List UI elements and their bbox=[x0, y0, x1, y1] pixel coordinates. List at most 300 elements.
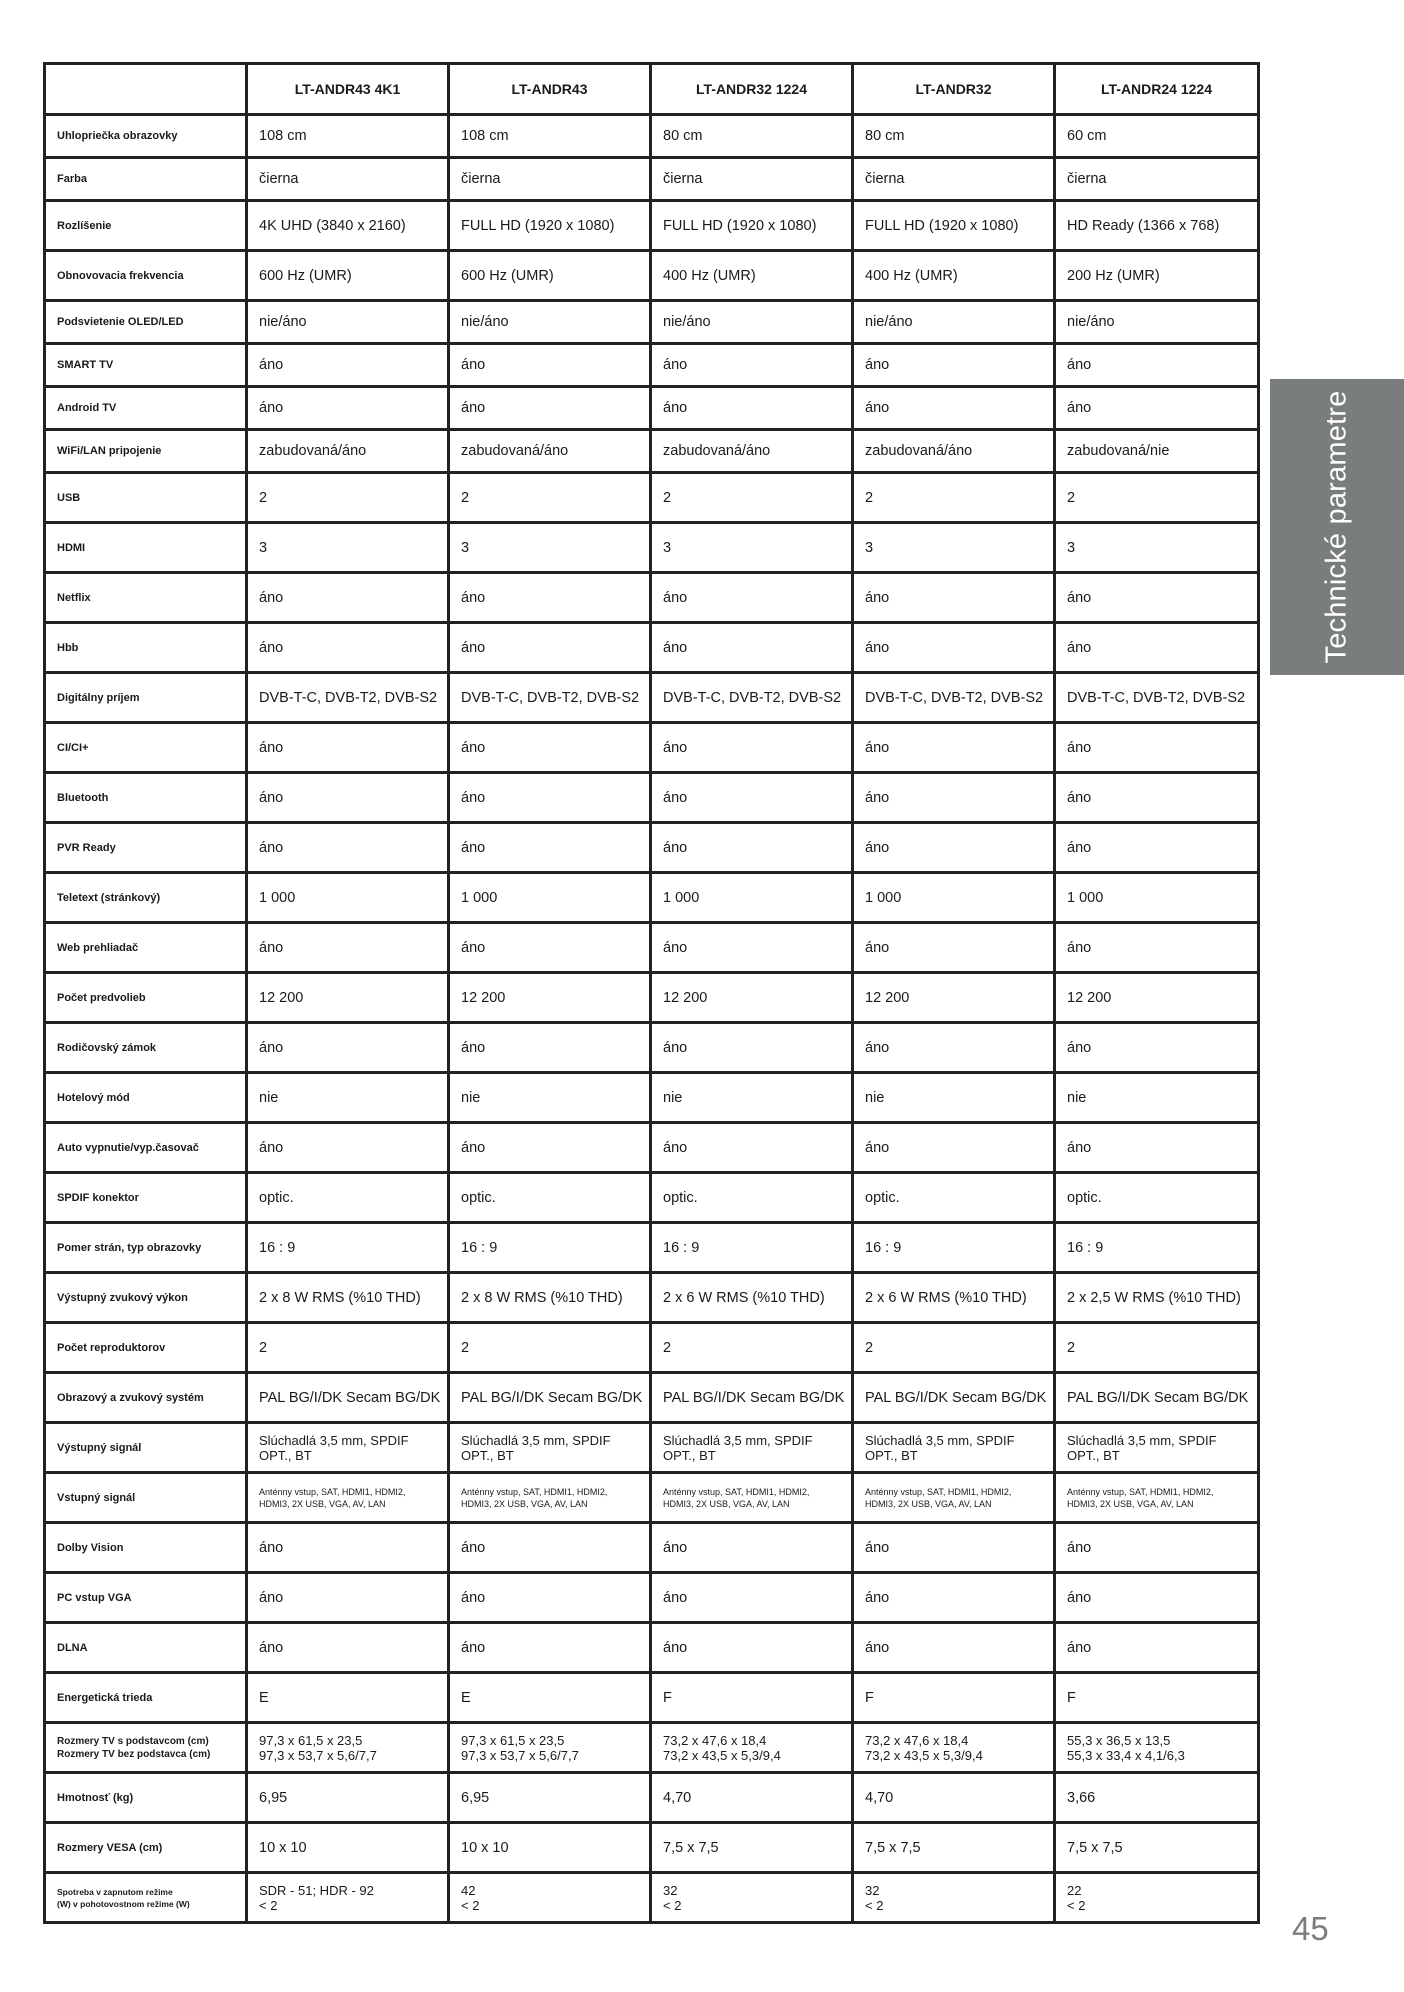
value-cell bbox=[853, 923, 1055, 973]
row-label bbox=[45, 115, 247, 158]
header-cell-model: LT-ANDR43 4K1 bbox=[247, 64, 449, 115]
row-label-line: Auto vypnutie/vyp.časovač bbox=[57, 1141, 199, 1154]
value-cell bbox=[651, 301, 853, 344]
value-cell bbox=[651, 473, 853, 523]
value-line: áno bbox=[461, 1139, 486, 1156]
value-line: DVB-T-C, DVB-T2, DVB-S2 bbox=[663, 689, 842, 706]
value-cell bbox=[1055, 1673, 1259, 1723]
value-cell bbox=[651, 723, 853, 773]
value-cell bbox=[651, 1723, 853, 1773]
value-line: áno bbox=[259, 1539, 284, 1556]
value-line: 16 : 9 bbox=[663, 1239, 700, 1256]
value-cell bbox=[1055, 523, 1259, 573]
value-line: 2 bbox=[865, 1339, 874, 1356]
row-label bbox=[45, 430, 247, 473]
value-line: nie/áno bbox=[259, 314, 307, 330]
value-cell bbox=[651, 1123, 853, 1173]
value-cell bbox=[853, 1473, 1055, 1523]
value-line: áno bbox=[663, 789, 688, 806]
value-line: áno bbox=[259, 1139, 284, 1156]
value-cell bbox=[1055, 573, 1259, 623]
value-cell bbox=[651, 1373, 853, 1423]
value-cell bbox=[651, 1573, 853, 1623]
row-label-line: PVR Ready bbox=[57, 841, 116, 854]
value-cell bbox=[651, 1223, 853, 1273]
row-label-line: Obrazový a zvukový systém bbox=[57, 1391, 204, 1404]
value-line: optic. bbox=[1067, 1189, 1102, 1206]
value-cell bbox=[1055, 387, 1259, 430]
value-cell bbox=[1055, 623, 1259, 673]
value-cell bbox=[247, 1823, 449, 1873]
row-label-line: Počet predvolieb bbox=[57, 991, 146, 1004]
value-cell bbox=[449, 773, 651, 823]
value-line: 12 200 bbox=[865, 989, 910, 1006]
value-cell bbox=[853, 1123, 1055, 1173]
value-cell bbox=[247, 158, 449, 201]
value-line: 3 bbox=[865, 539, 874, 556]
value-cell bbox=[247, 387, 449, 430]
value-cell bbox=[449, 301, 651, 344]
row-label bbox=[45, 1773, 247, 1823]
value-cell bbox=[247, 873, 449, 923]
row-label-line: SMART TV bbox=[57, 359, 114, 371]
value-cell bbox=[1055, 723, 1259, 773]
value-line: nie bbox=[865, 1089, 885, 1106]
header-row bbox=[45, 64, 1259, 115]
value-cell bbox=[651, 1523, 853, 1573]
value-cell bbox=[247, 1273, 449, 1323]
value-line: 4K UHD (3840 x 2160) bbox=[259, 217, 406, 234]
table-row bbox=[45, 1623, 1259, 1673]
value-line: zabudovaná/áno bbox=[461, 443, 569, 459]
value-line: 6,95 bbox=[461, 1789, 490, 1806]
value-line: 80 cm bbox=[663, 128, 703, 144]
value-cell bbox=[1055, 1723, 1259, 1773]
value-line: áno bbox=[663, 1639, 688, 1656]
value-line: 2 bbox=[1067, 489, 1076, 506]
value-cell bbox=[247, 1123, 449, 1173]
value-line: áno bbox=[865, 1139, 890, 1156]
value-line: 2 bbox=[1067, 1339, 1076, 1356]
row-label-line: Rodičovský zámok bbox=[57, 1041, 157, 1054]
value-line: < 2 bbox=[259, 1897, 278, 1913]
value-cell bbox=[853, 523, 1055, 573]
value-cell bbox=[651, 823, 853, 873]
row-label-line: Počet reproduktorov bbox=[57, 1341, 166, 1354]
value-line: áno bbox=[1067, 1639, 1092, 1656]
row-label-line: Energetická trieda bbox=[57, 1691, 153, 1704]
value-line: 2 x 8 W RMS (%10 THD) bbox=[259, 1289, 421, 1306]
value-line: 2 bbox=[461, 489, 470, 506]
value-cell bbox=[247, 1523, 449, 1573]
table-row bbox=[45, 1523, 1259, 1573]
row-label-line: Web prehliadač bbox=[57, 941, 139, 954]
header-cell-model: LT-ANDR32 1224 bbox=[651, 64, 853, 115]
row-label-line: Netflix bbox=[57, 591, 91, 604]
table-row bbox=[45, 723, 1259, 773]
row-label-line: Výstupný zvukový výkon bbox=[57, 1291, 188, 1304]
row-label-line: Teletext (stránkový) bbox=[57, 891, 161, 904]
side-tab-label: Technické parametre bbox=[1320, 390, 1353, 664]
value-cell bbox=[247, 430, 449, 473]
value-cell bbox=[853, 1723, 1055, 1773]
value-line: áno bbox=[663, 589, 688, 606]
value-cell bbox=[1055, 1373, 1259, 1423]
value-line: E bbox=[259, 1689, 269, 1706]
value-line: áno bbox=[865, 639, 890, 656]
value-line: 3 bbox=[461, 539, 470, 556]
row-label bbox=[45, 201, 247, 251]
value-line: áno bbox=[259, 589, 284, 606]
value-line: 600 Hz (UMR) bbox=[259, 267, 352, 284]
row-label-line: Hbb bbox=[57, 641, 79, 654]
value-cell bbox=[449, 973, 651, 1023]
value-line: nie bbox=[663, 1089, 683, 1106]
value-cell bbox=[853, 1523, 1055, 1573]
value-cell bbox=[853, 1023, 1055, 1073]
value-cell bbox=[449, 1473, 651, 1523]
value-cell bbox=[247, 301, 449, 344]
value-line: FULL HD (1920 x 1080) bbox=[461, 217, 615, 234]
value-line: áno bbox=[865, 400, 890, 416]
value-line: < 2 bbox=[865, 1897, 884, 1913]
table-row bbox=[45, 773, 1259, 823]
value-line: 10 x 10 bbox=[259, 1839, 307, 1856]
value-line: 12 200 bbox=[663, 989, 708, 1006]
value-line: áno bbox=[865, 1539, 890, 1556]
value-line: áno bbox=[663, 939, 688, 956]
value-line: HDMI3, 2X USB, VGA, AV, LAN bbox=[663, 1498, 790, 1509]
value-line: E bbox=[461, 1689, 471, 1706]
value-cell bbox=[449, 1773, 651, 1823]
value-line: PAL BG/I/DK Secam BG/DK bbox=[461, 1389, 643, 1406]
value-line: áno bbox=[663, 400, 688, 416]
value-cell bbox=[853, 251, 1055, 301]
row-label-line: Android TV bbox=[57, 402, 117, 414]
value-cell bbox=[853, 115, 1055, 158]
value-line: áno bbox=[259, 839, 284, 856]
value-cell bbox=[247, 1673, 449, 1723]
value-cell bbox=[853, 723, 1055, 773]
value-cell bbox=[853, 430, 1055, 473]
value-cell bbox=[853, 823, 1055, 873]
value-cell bbox=[449, 1073, 651, 1123]
value-line: áno bbox=[461, 739, 486, 756]
value-line: áno bbox=[461, 639, 486, 656]
header-cell-model: LT-ANDR43 bbox=[449, 64, 651, 115]
value-line: 3 bbox=[1067, 539, 1076, 556]
value-line: Anténny vstup, SAT, HDMI1, HDMI2, bbox=[259, 1486, 406, 1497]
value-cell bbox=[247, 723, 449, 773]
value-line: 16 : 9 bbox=[1067, 1239, 1104, 1256]
value-cell bbox=[1055, 1273, 1259, 1323]
value-line: optic. bbox=[663, 1189, 698, 1206]
value-cell bbox=[1055, 1523, 1259, 1573]
row-label-line: Bluetooth bbox=[57, 791, 109, 804]
value-cell bbox=[853, 1573, 1055, 1623]
value-cell bbox=[247, 115, 449, 158]
value-line: 2 bbox=[461, 1339, 470, 1356]
value-line: 55,3 x 33,4 x 4,1/6,3 bbox=[1067, 1747, 1185, 1763]
value-line: 2 bbox=[663, 1339, 672, 1356]
row-label-line: Uhlopriečka obrazovky bbox=[57, 130, 178, 142]
value-line: áno bbox=[1067, 639, 1092, 656]
value-line: 2 bbox=[259, 489, 268, 506]
value-line: < 2 bbox=[1067, 1897, 1086, 1913]
table-row bbox=[45, 1473, 1259, 1523]
value-cell bbox=[247, 473, 449, 523]
value-line: áno bbox=[663, 1589, 688, 1606]
value-line: nie/áno bbox=[663, 314, 711, 330]
value-cell bbox=[247, 1573, 449, 1623]
value-cell bbox=[1055, 873, 1259, 923]
table-row bbox=[45, 873, 1259, 923]
value-cell bbox=[1055, 973, 1259, 1023]
value-line: nie/áno bbox=[1067, 314, 1115, 330]
value-line: áno bbox=[1067, 1539, 1092, 1556]
value-line: áno bbox=[1067, 1139, 1092, 1156]
row-label bbox=[45, 873, 247, 923]
value-line: optic. bbox=[865, 1189, 900, 1206]
value-line: 1 000 bbox=[1067, 889, 1104, 906]
value-cell bbox=[651, 1073, 853, 1123]
value-line: 60 cm bbox=[1067, 128, 1107, 144]
table-row bbox=[45, 1723, 1259, 1773]
row-label bbox=[45, 1273, 247, 1323]
table-row bbox=[45, 1023, 1259, 1073]
row-label bbox=[45, 723, 247, 773]
table-row bbox=[45, 158, 1259, 201]
value-line: 16 : 9 bbox=[461, 1239, 498, 1256]
value-line: áno bbox=[865, 1039, 890, 1056]
value-cell bbox=[449, 1673, 651, 1723]
row-label bbox=[45, 1323, 247, 1373]
value-line: OPT., BT bbox=[259, 1447, 312, 1463]
value-cell bbox=[247, 1623, 449, 1673]
value-line: 12 200 bbox=[461, 989, 506, 1006]
value-line: áno bbox=[865, 1639, 890, 1656]
value-line: áno bbox=[461, 357, 486, 373]
value-cell bbox=[1055, 1073, 1259, 1123]
value-cell bbox=[651, 523, 853, 573]
value-line: 1 000 bbox=[865, 889, 902, 906]
value-cell bbox=[449, 1523, 651, 1573]
value-cell bbox=[853, 344, 1055, 387]
value-cell bbox=[449, 158, 651, 201]
value-line: áno bbox=[1067, 1589, 1092, 1606]
value-cell bbox=[449, 1223, 651, 1273]
value-cell bbox=[449, 1873, 651, 1923]
value-line: PAL BG/I/DK Secam BG/DK bbox=[259, 1389, 441, 1406]
value-cell bbox=[247, 1023, 449, 1073]
value-line: 600 Hz (UMR) bbox=[461, 267, 554, 284]
table-row bbox=[45, 344, 1259, 387]
row-label-line: Rozmery VESA (cm) bbox=[57, 1841, 163, 1854]
value-line: optic. bbox=[461, 1189, 496, 1206]
value-cell bbox=[1055, 201, 1259, 251]
value-cell bbox=[247, 673, 449, 723]
value-cell bbox=[1055, 1173, 1259, 1223]
table-row bbox=[45, 1573, 1259, 1623]
page-number: 45 bbox=[1292, 1910, 1329, 1947]
value-line: 97,3 x 61,5 x 23,5 bbox=[259, 1732, 363, 1748]
value-line: áno bbox=[663, 1039, 688, 1056]
value-line: 55,3 x 36,5 x 13,5 bbox=[1067, 1732, 1171, 1748]
value-line: 6,95 bbox=[259, 1789, 288, 1806]
value-cell bbox=[247, 623, 449, 673]
value-line: F bbox=[865, 1689, 874, 1706]
value-cell bbox=[853, 773, 1055, 823]
value-line: DVB-T-C, DVB-T2, DVB-S2 bbox=[865, 689, 1044, 706]
row-label bbox=[45, 623, 247, 673]
value-line: áno bbox=[865, 1589, 890, 1606]
value-line: HDMI3, 2X USB, VGA, AV, LAN bbox=[259, 1498, 386, 1509]
value-cell bbox=[651, 1773, 853, 1823]
value-line: áno bbox=[259, 639, 284, 656]
row-label bbox=[45, 1123, 247, 1173]
value-line: < 2 bbox=[461, 1897, 480, 1913]
value-line: HDMI3, 2X USB, VGA, AV, LAN bbox=[461, 1498, 588, 1509]
row-label bbox=[45, 387, 247, 430]
row-label bbox=[45, 301, 247, 344]
value-cell bbox=[651, 1823, 853, 1873]
value-line: 73,2 x 47,6 x 18,4 bbox=[865, 1732, 969, 1748]
value-line: 97,3 x 53,7 x 5,6/7,7 bbox=[259, 1747, 377, 1763]
row-label-line: DLNA bbox=[57, 1641, 88, 1654]
value-line: áno bbox=[259, 739, 284, 756]
value-line: 32 bbox=[663, 1882, 678, 1898]
value-line: FULL HD (1920 x 1080) bbox=[663, 217, 817, 234]
value-line: 108 cm bbox=[461, 128, 509, 144]
value-cell bbox=[853, 1173, 1055, 1223]
row-label-line: HDMI bbox=[57, 541, 86, 554]
value-line: Slúchadlá 3,5 mm, SPDIF bbox=[1067, 1432, 1217, 1448]
value-line: áno bbox=[461, 939, 486, 956]
value-cell bbox=[853, 201, 1055, 251]
row-label bbox=[45, 573, 247, 623]
table-row bbox=[45, 823, 1259, 873]
value-cell bbox=[449, 873, 651, 923]
value-line: 108 cm bbox=[259, 128, 307, 144]
value-line: 16 : 9 bbox=[865, 1239, 902, 1256]
table-row bbox=[45, 1423, 1259, 1473]
table-row bbox=[45, 1823, 1259, 1873]
value-line: áno bbox=[1067, 1039, 1092, 1056]
row-label-line: Rozmery TV bez podstavca (cm) bbox=[57, 1748, 211, 1760]
value-line: áno bbox=[1067, 839, 1092, 856]
row-label-line: CI/CI+ bbox=[57, 741, 89, 754]
value-cell bbox=[1055, 1873, 1259, 1923]
value-cell bbox=[853, 473, 1055, 523]
table-row bbox=[45, 973, 1259, 1023]
value-cell bbox=[1055, 1223, 1259, 1273]
value-line: áno bbox=[1067, 789, 1092, 806]
row-label bbox=[45, 1823, 247, 1873]
value-cell bbox=[449, 1823, 651, 1873]
row-label bbox=[45, 1673, 247, 1723]
row-label-line: Obnovovacia frekvencia bbox=[57, 269, 184, 282]
value-cell bbox=[853, 873, 1055, 923]
value-cell bbox=[449, 1423, 651, 1473]
value-cell bbox=[449, 1573, 651, 1623]
header-cell-model: LT-ANDR24 1224 bbox=[1055, 64, 1259, 115]
value-cell bbox=[1055, 1773, 1259, 1823]
row-label-line: Digitálny príjem bbox=[57, 691, 140, 704]
value-cell bbox=[1055, 251, 1259, 301]
row-label-line: Hotelový mód bbox=[57, 1091, 130, 1104]
value-line: nie bbox=[259, 1089, 279, 1106]
row-label-line: Dolby Vision bbox=[57, 1541, 124, 1554]
row-label bbox=[45, 773, 247, 823]
value-line: áno bbox=[663, 639, 688, 656]
value-cell bbox=[247, 1773, 449, 1823]
value-line: áno bbox=[259, 1639, 284, 1656]
value-cell bbox=[1055, 673, 1259, 723]
row-label-line: USB bbox=[57, 491, 81, 504]
value-line: áno bbox=[259, 789, 284, 806]
value-line: zabudovaná/áno bbox=[865, 443, 973, 459]
value-line: FULL HD (1920 x 1080) bbox=[865, 217, 1019, 234]
value-line: áno bbox=[1067, 739, 1092, 756]
value-line: áno bbox=[865, 839, 890, 856]
value-cell bbox=[449, 115, 651, 158]
value-line: nie bbox=[461, 1089, 481, 1106]
row-label-line: WiFi/LAN pripojenie bbox=[57, 445, 162, 457]
value-line: DVB-T-C, DVB-T2, DVB-S2 bbox=[259, 689, 438, 706]
row-label bbox=[45, 823, 247, 873]
value-cell bbox=[853, 623, 1055, 673]
value-line: 2 x 2,5 W RMS (%10 THD) bbox=[1067, 1289, 1241, 1306]
row-label-line: Výstupný signál bbox=[57, 1441, 142, 1454]
table-row bbox=[45, 473, 1259, 523]
value-line: áno bbox=[461, 400, 486, 416]
value-line: 73,2 x 47,6 x 18,4 bbox=[663, 1732, 767, 1748]
value-line: áno bbox=[461, 1589, 486, 1606]
value-cell bbox=[651, 1673, 853, 1723]
value-line: čierna bbox=[259, 171, 299, 187]
value-cell bbox=[449, 1123, 651, 1173]
value-cell bbox=[1055, 158, 1259, 201]
value-cell bbox=[1055, 1323, 1259, 1373]
value-line: HDMI3, 2X USB, VGA, AV, LAN bbox=[865, 1498, 992, 1509]
value-cell bbox=[1055, 1423, 1259, 1473]
table-row bbox=[45, 1273, 1259, 1323]
table-row bbox=[45, 301, 1259, 344]
side-tab bbox=[1270, 379, 1404, 675]
value-line: čierna bbox=[865, 171, 905, 187]
value-line: < 2 bbox=[663, 1897, 682, 1913]
value-line: áno bbox=[461, 1039, 486, 1056]
row-label bbox=[45, 1223, 247, 1273]
value-cell bbox=[1055, 923, 1259, 973]
value-cell bbox=[247, 1223, 449, 1273]
value-cell bbox=[449, 823, 651, 873]
value-line: áno bbox=[1067, 939, 1092, 956]
row-label bbox=[45, 1023, 247, 1073]
value-line: 1 000 bbox=[461, 889, 498, 906]
table-row bbox=[45, 1223, 1259, 1273]
value-cell bbox=[247, 773, 449, 823]
value-cell bbox=[247, 1073, 449, 1123]
row-label bbox=[45, 973, 247, 1023]
value-cell bbox=[1055, 430, 1259, 473]
table-row bbox=[45, 1773, 1259, 1823]
table-row bbox=[45, 523, 1259, 573]
value-line: 4,70 bbox=[663, 1789, 692, 1806]
value-cell bbox=[449, 1323, 651, 1373]
table-row bbox=[45, 387, 1259, 430]
table-row bbox=[45, 201, 1259, 251]
